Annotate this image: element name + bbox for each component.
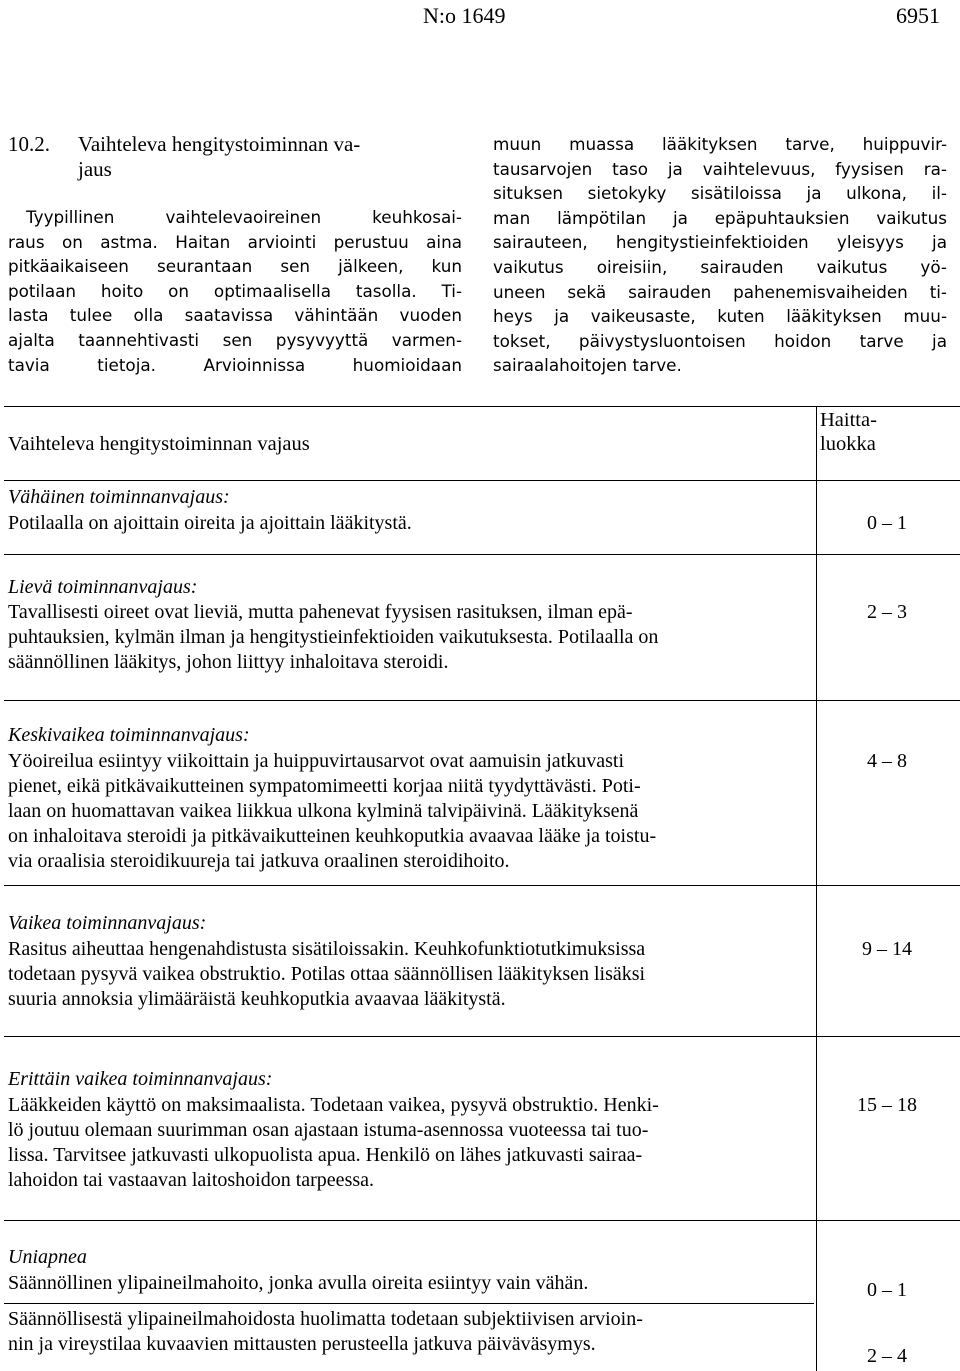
row-description-line: puhtauksien, kylmän ilman ja hengitystieinfektioiden vaikutuksesta. Potilaalla on <box>8 626 659 648</box>
table-row-rule <box>4 885 960 886</box>
row-description-line: Säännöllisestä ylipaineilmahoidosta huolimatta todetaan subjektiivisen arvioin- <box>8 1308 643 1330</box>
table-row-rule <box>4 700 960 701</box>
row-category: Lievä toiminnanvajaus: <box>8 576 198 598</box>
row-description-line: Rasitus aiheuttaa hengenahdistusta sisätiloissakin. Keuhkofunktiotutkimuksissa <box>8 938 646 960</box>
table-header-condition: Vaihteleva hengitystoiminnan vajaus <box>8 433 310 455</box>
intro-right-line: sairauteen, hengitystieinfektioiden yleisyys ja <box>493 232 947 253</box>
table-column-divider <box>816 406 817 1371</box>
row-description-line: todetaan pysyvä vaikea obstruktio. Potilas ottaa säännöllisen lääkityksen lisäksi <box>8 963 646 985</box>
intro-left-line: lasta tulee olla saatavissa vähintään vuoden <box>8 305 462 326</box>
row-description-line: säännöllinen lääkitys, johon liittyy inhaloitava steroidi. <box>8 651 449 673</box>
row-category: Vaikea toiminnanvajaus: <box>8 912 207 934</box>
table-row-rule <box>4 554 960 555</box>
row-rating: 4 – 8 <box>867 750 907 772</box>
section-number: 10.2. <box>8 132 50 156</box>
row-rating: 15 – 18 <box>857 1094 917 1116</box>
row-description-line: suuria annoksia ylimääräistä keuhkoputkia avaavaa lääkitystä. <box>8 988 506 1010</box>
table-sub-row-rule <box>4 1303 814 1304</box>
intro-left-line: potilaan hoito on optimaalisella tasolla. Ti- <box>8 280 462 301</box>
row-description-line: lissa. Tarvitsee jatkuvasti ulkopuolista apua. Henkilö on lähes jatkuvasti sairaa- <box>8 1144 643 1166</box>
intro-right-line: vaikutus oireisiin, sairauden vaikutus yö- <box>493 256 947 277</box>
intro-left-line: tavia tietoja. Arvioinnissa huomioidaan <box>8 354 462 375</box>
intro-left-line: raus on astma. Haitan arviointi perustuu aina <box>8 231 462 252</box>
row-rating: 0 – 1 <box>867 512 907 534</box>
intro-right-line: tausarvojen taso ja vaihtelevuus, fyysisen ra- <box>493 158 947 179</box>
intro-right-line: heys ja vaikeusaste, kuten lääkityksen muu- <box>493 306 947 327</box>
intro-left-line: pitkäaikaiseen seurantaan sen jälkeen, kun <box>8 256 462 277</box>
table-header-rating-line-2: luokka <box>820 433 876 455</box>
row-description-line: nin ja vireystilaa kuvaavien mittausten perusteella jatkuva päiväväsymys. <box>8 1333 596 1355</box>
row-category: Uniapnea <box>8 1246 87 1268</box>
intro-left-line: Tyypillinen vaihtelevaoireinen keuhkosai- <box>26 207 462 227</box>
row-category: Vähäinen toiminnanvajaus: <box>8 486 230 508</box>
row-description-line: Tavallisesti oireet ovat lieviä, mutta pahenevat fyysisen rasituksen, ilman epä- <box>8 601 633 623</box>
row-description-line: Yöoireilua esiintyy viikoittain ja huippuvirtausarvot ovat aamuisin jatkuvasti <box>8 750 624 772</box>
page-header-left: N:o 1649 <box>423 3 506 28</box>
intro-left-line: ajalta taannehtivasti sen pysyvyyttä varmen- <box>8 329 462 350</box>
row-description-line: laan on huomattavan vaikea liikkua ulkona kylminä talvipäivinä. Lääkityksenä <box>8 800 639 822</box>
intro-right-column <box>493 132 947 378</box>
intro-right-line: tokset, päivystysluontoisen hoidon tarve ja <box>493 330 947 351</box>
row-description-line: Säännöllinen ylipaineilmahoito, jonka avulla oireita esiintyy vain vähän. <box>8 1272 589 1294</box>
row-description-line: lö joutuu olemaan suurimman osan ajastaan istuma-asennossa vuoteessa tai tuo- <box>8 1119 649 1141</box>
section-title-line-1: Vaihteleva hengitystoiminnan va- <box>78 132 361 156</box>
table-header-rule <box>4 480 960 481</box>
intro-right-line: situksen sietokyky sisätiloissa ja ulkona, il- <box>493 183 947 204</box>
table-header-rating-line-1: Haitta- <box>820 409 877 431</box>
section-title-line-2: jaus <box>78 157 112 181</box>
row-description-line: Lääkkeiden käyttö on maksimaalista. Todetaan vaikea, pysyvä obstruktio. Henki- <box>8 1094 659 1116</box>
row-rating: 0 – 1 <box>867 1279 907 1301</box>
row-description-line: lahoidon tai vastaavan laitoshoidon tarpeessa. <box>8 1169 375 1191</box>
row-description-line: on inhaloitava steroidi ja pitkävaikutteinen keuhkoputkia avaavaa lääke ja toistu- <box>8 825 657 847</box>
row-rating: 2 – 4 <box>867 1345 907 1367</box>
row-description-line: Potilaalla on ajoittain oireita ja ajoittain lääkitystä. <box>8 512 412 534</box>
row-category: Erittäin vaikea toiminnanvajaus: <box>8 1068 273 1090</box>
intro-right-line: sairaalahoitojen tarve. <box>493 355 682 376</box>
intro-right-line: man lämpötilan ja epäpuhtauksien vaikutus <box>493 207 947 228</box>
intro-left-column <box>8 205 462 377</box>
row-rating: 9 – 14 <box>862 938 912 960</box>
table-row-rule <box>4 1220 960 1221</box>
page-number: 6951 <box>896 3 940 28</box>
row-category: Keskivaikea toiminnanvajaus: <box>8 724 250 746</box>
table-row-rule <box>4 1036 960 1037</box>
row-description-line: via oraalisia steroidikuureja tai jatkuva oraalinen steroidihoito. <box>8 850 510 872</box>
intro-right-line: muun muassa lääkityksen tarve, huippuvir- <box>493 134 947 154</box>
row-rating: 2 – 3 <box>867 601 907 623</box>
row-description-line: pienet, eikä pitkävaikutteinen sympatomimeetti korjaa niitä tyydyttävästi. Poti- <box>8 775 641 797</box>
intro-right-line: uneen sekä sairauden pahenemisvaiheiden ti- <box>493 281 947 302</box>
